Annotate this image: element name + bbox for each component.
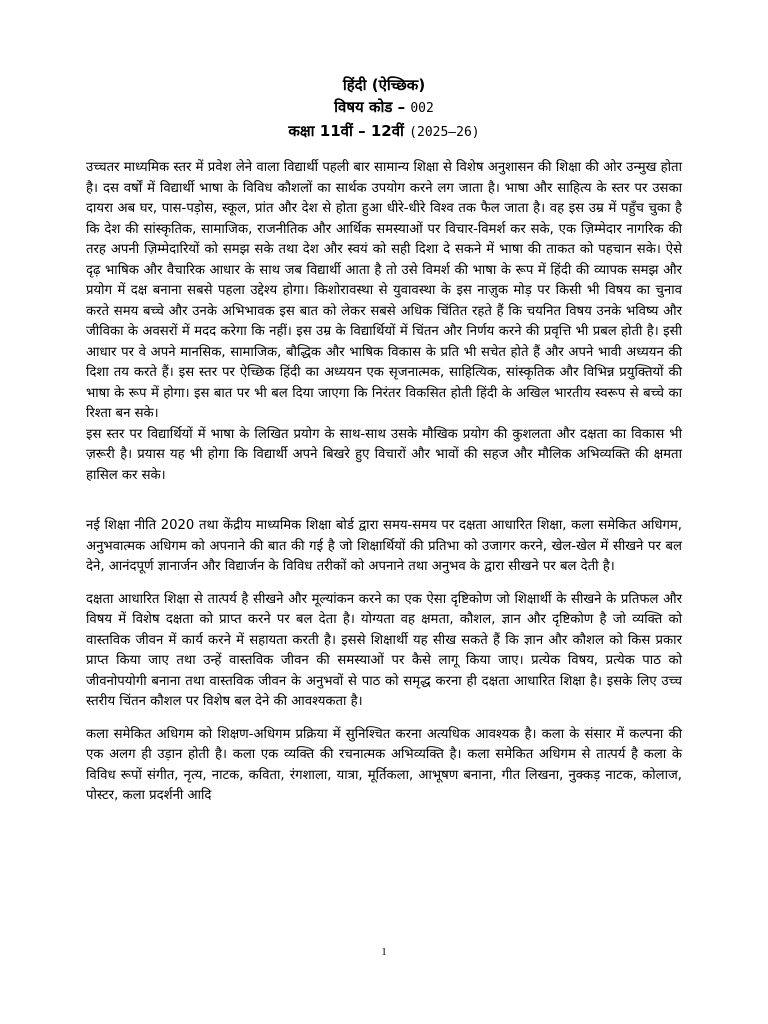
- body-paragraph: उच्चतर माध्यमिक स्तर में प्रवेश लेने वाला विद्यार्थी पहली बार सामान्य शिक्षा से विशेष अनुशासन की शिक्षा की ओर उन्मुख होता है। दस वर्षों में विद्यार्थी भाषा के विविध कौशलों का सार्थक उपयोग करने लग जाता है। भाषा और साहित्य के स्तर पर उसका दायरा अब घर, पास-पड़ोस, स्कूल, प्रांत और देश से होता हुआ धीरे-धीरे विश्व तक फैल जाता है। वह इस उम्र में पहुँच चुका है कि देश की सांस्कृतिक, सामाजिक, राजनीतिक और आर्थिक समस्याओं पर विचार-विमर्श कर सके, एक ज़िम्मेदार नागरिक की तरह अपनी ज़िम्मेदारियों को समझ सके तथा देश और स्वयं को सही दिशा दे सकने में भाषा की ताकत को पहचान सके। ऐसे दृढ़ भाषिक और वैचारिक आधार के साथ जब विद्यार्थी आता है तो उसे विमर्श की भाषा के रूप में हिंदी की व्यापक समझ और प्रयोग में दक्ष बनाना सबसे पहला उद्देश्य होगा। किशोरावस्था से युवावस्था के इस नाज़ुक मोड़ पर किसी भी विषय का चुनाव करते समय बच्चे और उनके अभिभावक इस बात को लेकर सबसे अधिक चिंतित रहते हैं कि चयनित विषय उनके भविष्य और जीविका के अवसरों में मदद करेगा कि नहीं। इस उम्र के विद्यार्थियों में चिंतन और निर्णय करने की प्रवृत्ति भी प्रबल होती है। इसी आधार पर वे अपने मानसिक, सामाजिक, बौद्धिक और भाषिक विकास के प्रति भी सचेत होते हैं और अपने भावी अध्ययन की दिशा तय करते हैं। इस स्तर पर ऐच्छिक हिंदी का अध्ययन एक सृजनात्मक, साहित्यिक, सांस्कृतिक और विभिन्न प्रयुक्तियों की भाषा के रूप में होगा। इस बात पर भी बल दिया जाएगा कि निरंतर विकसित होती हिंदी के अखिल भारतीय स्वरूप से बच्चे का रिश्ता बन सके।: [86, 160, 682, 421]
- document-page: [86, 74, 682, 807]
- document-title: हिंदी (ऐच्छिक): [342, 76, 426, 94]
- class-range: 11वीं – 12वीं: [319, 122, 404, 140]
- page-number: 1: [381, 946, 387, 958]
- class-line: [86, 120, 682, 144]
- body-paragraph: कला समेकित अधिगम को शिक्षण-अधिगम प्रक्रिया में सुनिश्चित करना अत्यधिक आवश्यक है। कला के संसार में कल्पना की एक अलग ही उड़ान होती है। कला एक व्यक्ति की रचनात्मक अभिव्यक्ति है। कला समेकित अधिगम से तात्पर्य है कला के विविध रूपों संगीत, नृत्य, नाटक, कविता, रंगशाला, यात्रा, मूर्तिकला, आभूषण बनाना, गीत लिखना, नुक्कड़ नाटक, कोलाज, पोस्टर, कला प्रदर्शनी आदि: [86, 726, 682, 803]
- document-heading: [86, 74, 682, 144]
- subject-code-label: विषय कोड –: [334, 98, 406, 116]
- session-years: (2025–26): [409, 125, 480, 140]
- subject-code-line: [86, 96, 682, 120]
- subject-code-value: 002: [410, 101, 434, 116]
- body-paragraph: नई शिक्षा नीति 2020 तथा केंद्रीय माध्यमिक शिक्षा बोर्ड द्वारा समय-समय पर दक्षता आधारित शिक्षा, कला समेकित अधिगम, अनुभवात्मक अधिगम को अपनाने की बात की गई है जो शिक्षार्थियों की प्रतिभा को उजागर करने, खेल-खेल में सीखने पर बल देने, आनंदपूर्ण ज्ञानार्जन और विद्यार्जन के विविध तरीकों को अपनाने तथा अनुभव के द्वारा सीखने पर बल देती है।: [86, 518, 682, 574]
- body-paragraph: इस स्तर पर विद्यार्थियों में भाषा के लिखित प्रयोग के साथ-साथ उसके मौखिक प्रयोग की कुशलता और दक्षता का विकास भी ज़रूरी है। प्रयास यह भी होगा कि विद्यार्थी अपने बिखरे हुए विचारों और भावों की सहज और मौलिक अभिव्यक्ति की क्षमता हासिल कर सके।: [86, 426, 682, 483]
- body-paragraph: दक्षता आधारित शिक्षा से तात्पर्य है सीखने और मूल्यांकन करने का एक ऐसा दृष्टिकोण जो शिक्षार्थी के सीखने के प्रतिफल और विषय में विशेष दक्षता को प्राप्त करने पर बल देता है। योग्यता वह क्षमता, कौशल, ज्ञान और दृष्टिकोण है जो व्यक्ति को वास्तविक जीवन में कार्य करने में सहायता करती है। इससे शिक्षार्थी यह सीख सकते हैं कि ज्ञान और कौशल को किस प्रकार प्राप्त किया जाए तथा उन्हें वास्तविक जीवन की समस्याओं पर कैसे लागू किया जाए। प्रत्येक विषय, प्रत्येक पाठ को जीवनोपयोगी बनाना तथा वास्तविक जीवन के अनुभवों से पाठ को समृद्ध करना ही दक्षता आधारित शिक्षा है। इसके लिए उच्च स्तरीय चिंतन कौशल पर विशेष बल देने की आवश्यकता है।: [86, 591, 682, 709]
- class-label: कक्षा: [288, 122, 315, 140]
